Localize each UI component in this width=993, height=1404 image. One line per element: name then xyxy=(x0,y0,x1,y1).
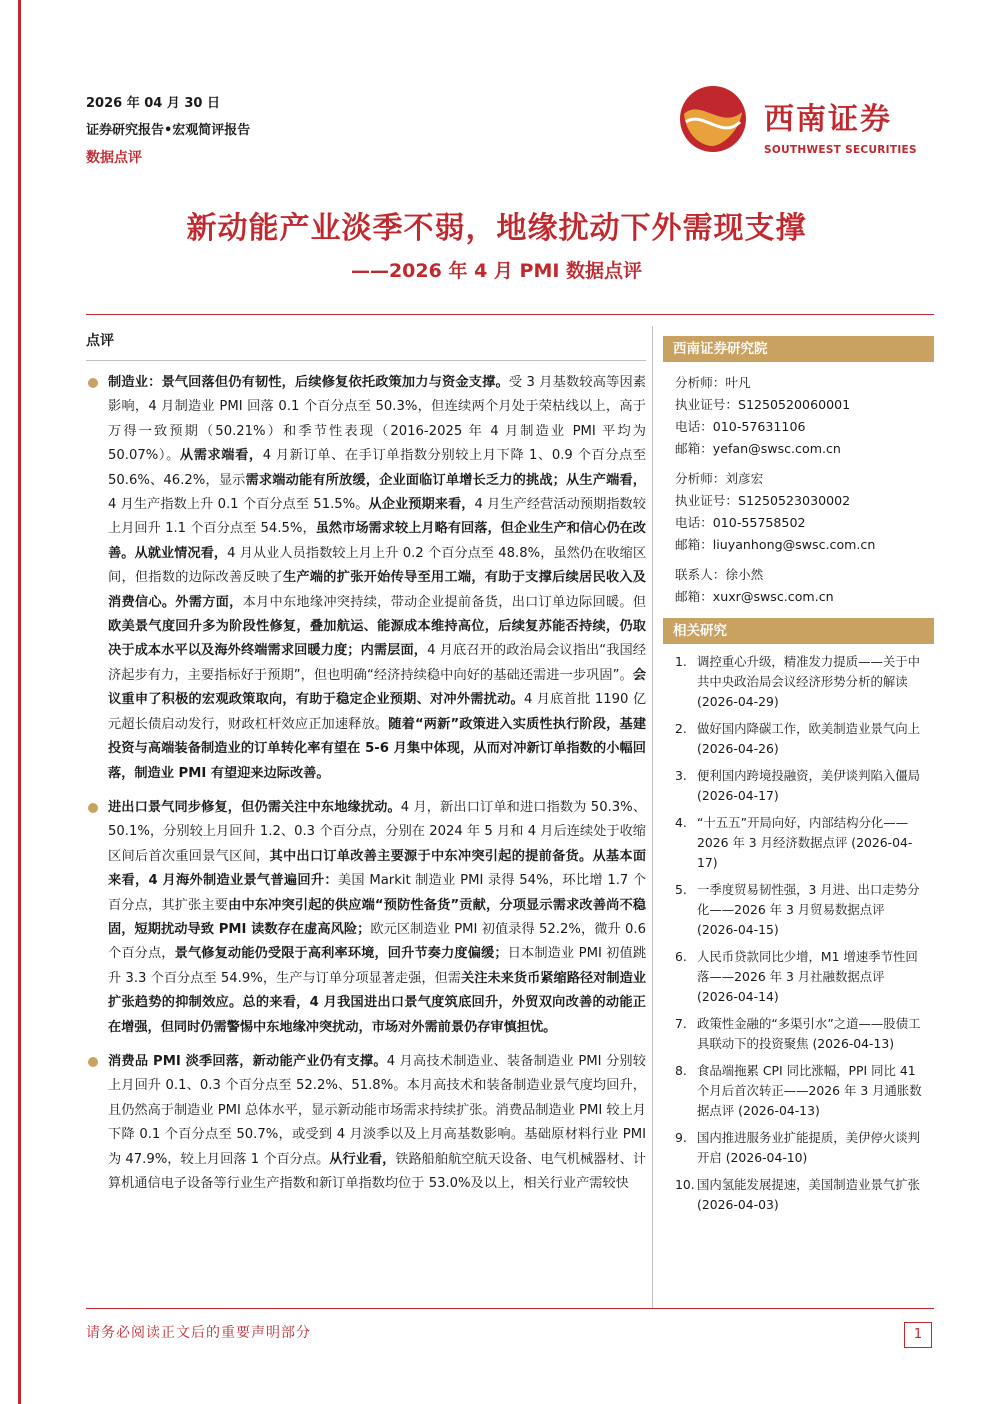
analyst-line: 电话：010-57631106 xyxy=(675,419,806,434)
bullet-icon xyxy=(88,803,98,813)
body-text: 4 月生产经营活动预期指数较上月回升 1.1 个百分点至 54.5%， xyxy=(108,497,646,537)
institute-header: 西南证券研究院 xyxy=(663,336,934,362)
item-number: 9. xyxy=(675,1130,687,1145)
page-number: 1 xyxy=(904,1322,932,1348)
bold-text: 消费品 PMI 淡季回落，新动能产业仍有支撑。 xyxy=(108,1053,387,1069)
body-text: 欧元区制造业 PMI 初值录得 52.2%，微升 0.6 个百分点， xyxy=(108,921,646,962)
body-text: 4 月，新出口订单和进口指数为 50.3%、50.1%，分别较上月回升 1.2、0.3 个百分点，分别在 2024 年 5 月和 4 月后连续处于收缩区间后首次重回景气区间， xyxy=(108,799,647,864)
item-number: 7. xyxy=(675,1016,687,1031)
item-number: 8. xyxy=(675,1063,687,1078)
related-research-item[interactable] xyxy=(675,652,928,712)
related-research-item[interactable] xyxy=(675,880,928,940)
body-text: 4 月生产指数上升 0.1 个百分点至 51.5%。 xyxy=(108,497,369,513)
item-title: 做好国内降碳工作，欧美制造业景气向上 (2026-04-26) xyxy=(697,721,921,756)
analyst-line: 执业证号：S1250520060001 xyxy=(675,397,851,412)
bold-text: 由中东冲突引起的供应端“预防性备货”贡献，分项显示需求改善尚不稳固，短期扰动导致 PMI 读数存在虚高风险； xyxy=(108,897,646,937)
bullet-icon xyxy=(88,1057,98,1067)
related-research-item[interactable] xyxy=(675,813,928,873)
bold-text: 关注未来货币紧缩路径对制造业扩张趋势的抑制效应。总的来看，4 月我国进出口景气度筑底回升，外贸双向改善的动能正在增强，但同时仍需警惕中东地缘冲突扰动，市场对外需前景仍存审慎担忧。 xyxy=(108,970,646,1035)
item-title: 调控重心升级，精准发力提质——关于中共中央政治局会议经济形势分析的解读 (2026-04-29) xyxy=(697,654,921,709)
item-number: 10. xyxy=(675,1177,695,1192)
related-research-list xyxy=(663,644,934,1215)
analyst-line: 邮箱：liuyanhong@swsc.com.cn xyxy=(675,537,876,552)
logo-name-en: SOUTHWEST SECURITIES xyxy=(764,144,917,156)
body-text: 4 月从业人员指数较上月上升 0.2 个百分点至 48.8%，虽然仍在收缩区间，但指数的边际改善反映了 xyxy=(108,545,647,586)
header-divider xyxy=(86,314,934,315)
bold-text: 虽然市场需求较上月略有回落，但企业生产和信心仍在改善。从就业情况看， xyxy=(108,521,646,561)
bold-text: 随着“两新”政策进入实质性执行阶段，基建投资与高端装备制造业的订单转化率有望在 5-6 月集中体现，从而对冲新订单指数的小幅回落，制造业 PMI 有望迎来边际改善。 xyxy=(108,716,647,781)
bold-text: 欧美景气度回升多为阶段性修复，叠加航运、能源成本维持高位，后续复苏能否持续，仍取决于成本水平以及海外终端需求回暖力度；内需层面， xyxy=(108,619,646,659)
commentary-paragraph xyxy=(86,796,646,1040)
logo-mark-icon xyxy=(678,84,748,154)
logo-name-cn: 西南证券 xyxy=(764,102,892,137)
item-number: 3. xyxy=(675,768,687,783)
body-text: 4 月底召开的政治局会议指出“我国经济起步有力，主要指标好于预期”，但也明确“经济持续稳中向好的基础还需进一步巩固”。 xyxy=(108,643,646,683)
bold-text: 会议重申了积极的宏观政策取向，有助于稳定企业预期、对冲外需扰动。 xyxy=(108,667,646,708)
item-title: 便利国内跨境投融资，美伊谈判陷入僵局 (2026-04-17) xyxy=(697,768,921,803)
bold-text: 从企业预期来看， xyxy=(368,497,475,513)
bold-text: 从需求端看， xyxy=(179,448,263,464)
report-type: 证券研究报告•宏观简评报告 xyxy=(86,123,251,138)
related-research-item[interactable] xyxy=(675,947,928,1007)
body-text: 日本制造业 PMI 初值跳升 3.3 个百分点至 54.9%，生产与订单分项显著走强，但需 xyxy=(108,946,647,986)
footer-disclaimer: 请务必阅读正文后的重要声明部分 xyxy=(86,1325,311,1341)
bullet-icon xyxy=(88,378,98,388)
analyst-line: 分析师：刘彦宏 xyxy=(675,471,764,486)
bold-text: 需求端动能有所放缓，企业面临订单增长乏力的挑战；从生产端看， xyxy=(245,472,646,488)
bold-text: 进出口景气同步修复，但仍需关注中东地缘扰动。 xyxy=(108,799,401,815)
item-number: 5. xyxy=(675,882,687,897)
analyst-line: 邮箱：yefan@swsc.com.cn xyxy=(675,441,841,456)
item-number: 1. xyxy=(675,654,687,669)
spacer xyxy=(675,556,928,564)
bold-text: 生产端的扩张开始传导至用工端，有助于支撑后续居民收入及消费信心。外需方面， xyxy=(108,570,646,610)
related-research-item[interactable] xyxy=(675,719,928,759)
item-title: 食品端拖累 CPI 同比涨幅，PPI 同比 41 个月后首次转正——2026 年 3 月通胀数据点评 (2026-04-13) xyxy=(697,1063,922,1118)
related-research-item[interactable] xyxy=(675,766,928,806)
item-title: 政策性金融的“多渠引水”之道——股债工具联动下的投资聚焦 (2026-04-13) xyxy=(697,1016,921,1051)
item-title: “十五五”开局向好，内部结构分化——2026 年 3 月经济数据点评 (2026-04-17) xyxy=(697,815,913,870)
body-text: 本月中东地缘冲突持续，带动企业提前备货，出口订单边际回暖。但 xyxy=(242,594,647,610)
related-research-item[interactable] xyxy=(675,1128,928,1168)
report-category: 数据点评 xyxy=(86,150,142,166)
analyst-line: 电话：010-55758502 xyxy=(675,515,806,530)
commentary-body xyxy=(86,371,646,1196)
item-title: 一季度贸易韧性强，3 月进、出口走势分化——2026 年 3 月贸易数据点评 (2026-04-15) xyxy=(697,882,920,937)
related-research-item[interactable] xyxy=(675,1061,928,1121)
main-column xyxy=(86,330,646,1206)
analyst-line: 执业证号：S1250523030002 xyxy=(675,493,851,508)
item-number: 2. xyxy=(675,721,687,736)
body-text: 铁路船舶航空航天设备、电气机械器材、计算机通信电子设备等行业生产指数和新订单指数均位于 53.0%及以上，相关行业产需较快 xyxy=(108,1151,647,1191)
item-number: 4. xyxy=(675,815,687,830)
bold-text: 从行业看， xyxy=(329,1151,396,1167)
body-text: 4 月新订单、在手订单指数分别较上月下降 1、0.9 个百分点至 50.6%、46.2%，显示 xyxy=(108,448,647,488)
spacer xyxy=(675,460,928,468)
bold-text: 制造业：景气回落但仍有韧性，后续修复依托政策加力与资金支撑。 xyxy=(108,375,509,390)
analyst-line: 邮箱：xuxr@swsc.com.cn xyxy=(675,589,834,604)
bold-text: 景气修复动能仍受限于高利率环境，回升节奏力度偏缓； xyxy=(174,946,508,962)
body-text: 4 月高技术制造业、装备制造业 PMI 分别较上月回升 0.1、0.3 个百分点至 52.2%、51.8%。本月高技术和装备制造业景气度均回升，且仍然高于制造业 PMI 总体水平，显示新动能市场需求持续扩张。消费品制造业 PMI 较上月下降 0.1 个百分点至 50.7%，或受到 4 月淡季以及上月高基数影响。基础原材料行业 PMI 为 47.9%，较上月回落 1 个百分点。 xyxy=(108,1053,646,1167)
sidebar xyxy=(663,336,934,1222)
report-title: 新动能产业淡季不弱，地缘扰动下外需现支撑 xyxy=(186,211,807,246)
bold-text: 其中出口订单改善主要源于中东冲突引起的提前备货。从基本面来看，4 月海外制造业景气普遍回升： xyxy=(108,848,647,889)
company-logo xyxy=(678,84,928,164)
body-text: 4 月底首批 1190 亿元超长债启动发行，财政杠杆效应正加速释放。 xyxy=(108,692,647,732)
item-title: 国内推进服务业扩能提质，美伊停火谈判开启 (2026-04-10) xyxy=(697,1130,921,1165)
body-text: 美国 Markit 制造业 PMI 录得 54%，环比增 1.7 个百分点，其扩张主要 xyxy=(108,873,646,913)
body-text: 受 3 月基数较高等因素影响，4 月制造业 PMI 回落 0.1 个百分点至 50.3%，但连续两个月处于荣枯线以上，高于万得一致预期（50.21%）和季节性表现（2016-2025 年 4 月制造业 PMI 平均为 50.07%）。 xyxy=(108,375,646,464)
section-divider xyxy=(86,360,646,361)
analyst-info xyxy=(663,362,934,608)
section-label: 点评 xyxy=(86,333,114,349)
item-title: 国内氢能发展提速，美国制造业景气扩张 (2026-04-03) xyxy=(697,1177,921,1212)
analyst-line: 分析师：叶凡 xyxy=(675,375,751,390)
related-research-item[interactable] xyxy=(675,1175,928,1215)
commentary-paragraph xyxy=(86,371,646,786)
column-divider xyxy=(652,326,653,1308)
footer-divider xyxy=(86,1308,934,1309)
related-research-item[interactable] xyxy=(675,1014,928,1054)
item-title: 人民币贷款同比少增，M1 增速季节性回落——2026 年 3 月社融数据点评 (2026-04-14) xyxy=(697,949,918,1004)
item-number: 6. xyxy=(675,949,687,964)
report-subtitle: ——2026 年 4 月 PMI 数据点评 xyxy=(350,260,643,282)
commentary-paragraph xyxy=(86,1050,646,1196)
report-date: 2026 年 04 月 30 日 xyxy=(86,96,220,111)
related-research-header: 相关研究 xyxy=(663,618,934,644)
analyst-line: 联系人：徐小然 xyxy=(675,567,764,582)
